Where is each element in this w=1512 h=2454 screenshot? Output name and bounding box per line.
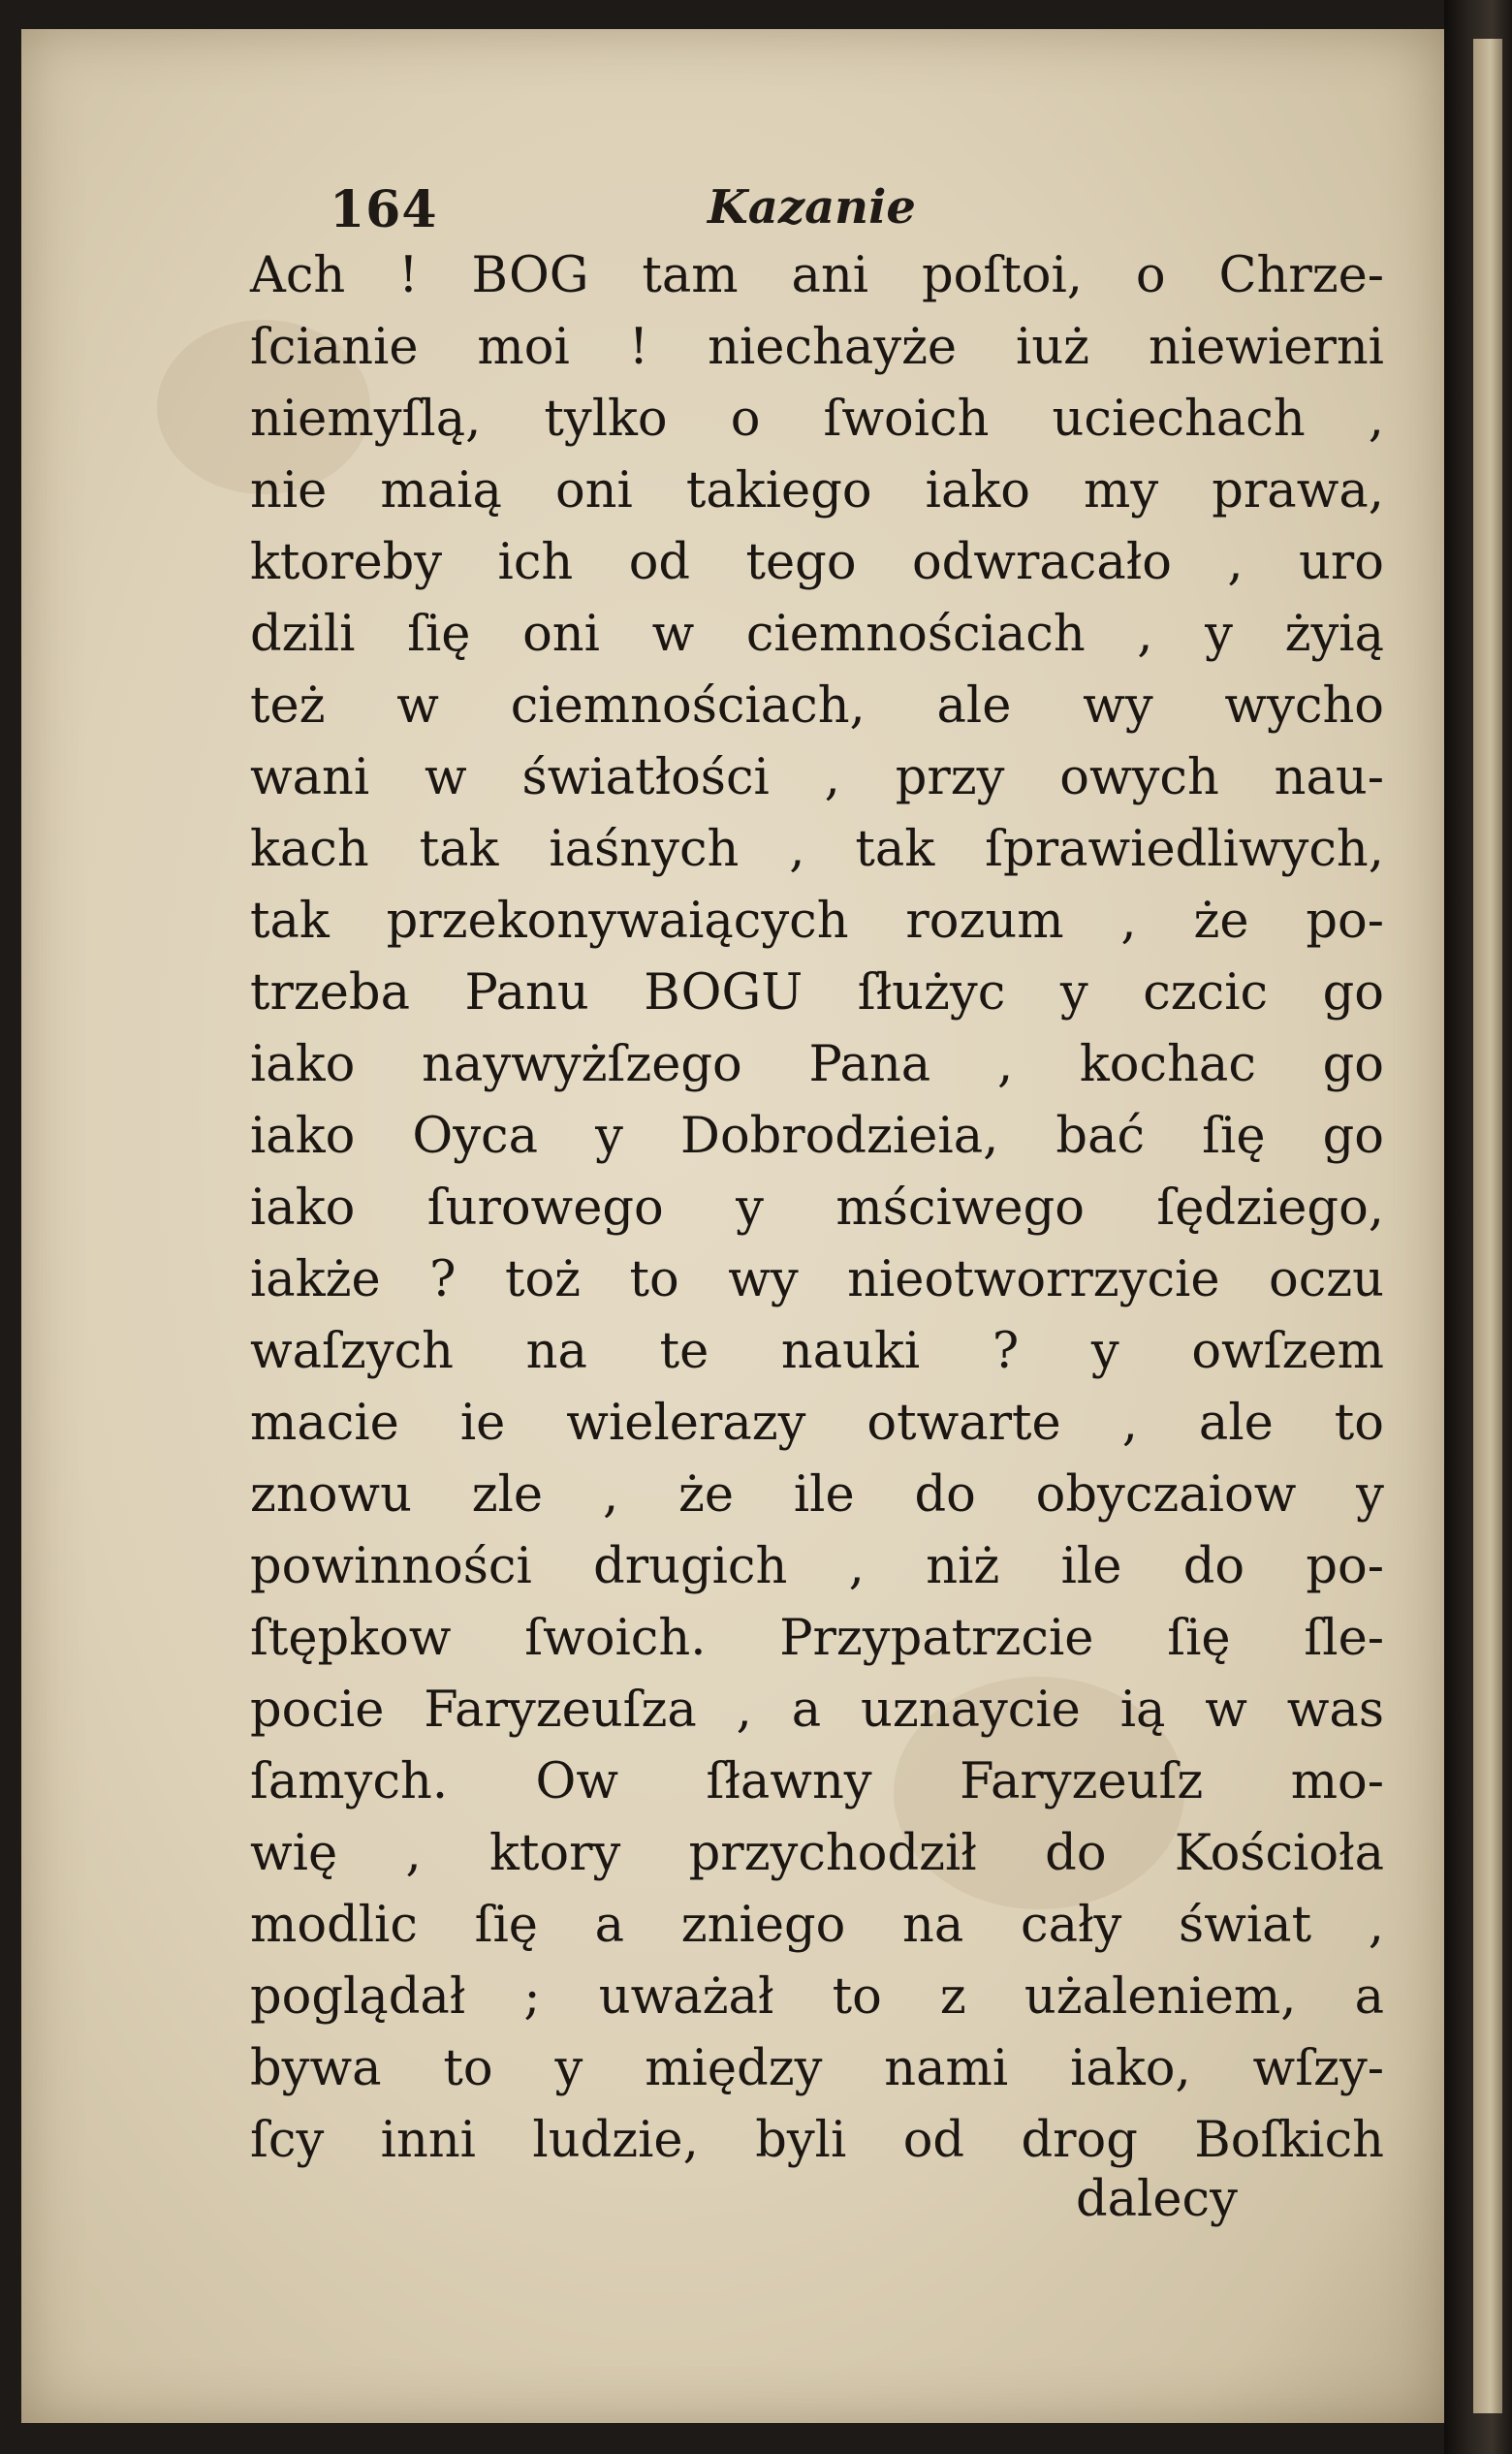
text-line: Ach ! BOG tam ani poſtoi, o Chrze- <box>250 247 1384 304</box>
text-line: wani w światłości , przy owych nau- <box>250 749 1384 806</box>
text-line: macie ie wielerazy otwarte , ale to <box>250 1395 1384 1452</box>
body-text <box>250 240 1384 2179</box>
text-line: trzeba Panu BOGU ſłużyc y czcic go <box>250 964 1384 1022</box>
text-line: waſzych na te nauki ? y owſzem <box>250 1323 1384 1380</box>
text-line: bywa to y między nami iako, wſzy- <box>250 2040 1384 2097</box>
page-header <box>330 171 1357 248</box>
text-line: iako naywyżſzego Pana , kochac go <box>250 1036 1384 1093</box>
text-line: tak przekonywaiących rozum , że po- <box>250 893 1384 950</box>
text-line: znowu zle , że ile do obyczaiow y <box>250 1466 1384 1524</box>
text-line: ſamych. Ow ſławny Faryzeuſz mo- <box>250 1753 1384 1810</box>
text-line: iako ſurowego y mściwego ſędziego, <box>250 1180 1384 1237</box>
text-line: kach tak iaśnych , tak ſprawiedliwych, <box>250 821 1384 878</box>
text-line: modlic ſię a zniego na cały świat , <box>250 1897 1384 1954</box>
text-line: poglądał ; uważał to z użaleniem, a <box>250 1968 1384 2026</box>
text-line: pocie Faryzeuſza , a uznaycie ią w was <box>250 1682 1384 1739</box>
text-line: ktoreby ich od tego odwracało , uro <box>250 534 1384 591</box>
text-line: wię , ktory przychodził do Kościoła <box>250 1825 1384 1882</box>
text-line: dzili ſię oni w ciemnościach , y żyią <box>250 606 1384 663</box>
text-line: też w ciemnościach, ale wy wycho <box>250 677 1384 735</box>
catchword: dalecy <box>1076 2171 1238 2228</box>
text-line: nie maią oni takiego iako my prawa, <box>250 462 1384 519</box>
text-line: powinności drugich , niż ile do po- <box>250 1538 1384 1595</box>
text-line: ſtępkow ſwoich. Przypatrzcie ſię ſle- <box>250 1610 1384 1667</box>
text-line: ſcianie moi ! niechayże iuż niewierni <box>250 319 1384 376</box>
page-number: 164 <box>330 180 438 239</box>
running-title: Kazanie <box>708 180 916 235</box>
text-line: ſcy inni ludzie, byli od drog Boſkich <box>250 2112 1384 2169</box>
text-line: iakże ? toż to wy nieotworrzycie oczu <box>250 1251 1384 1308</box>
text-line: niemyſlą, tylko o ſwoich uciechach , <box>250 391 1384 448</box>
text-line: iako Oyca y Dobrodzieia, bać ſię go <box>250 1108 1384 1165</box>
facing-page-edge <box>1473 39 1502 2413</box>
